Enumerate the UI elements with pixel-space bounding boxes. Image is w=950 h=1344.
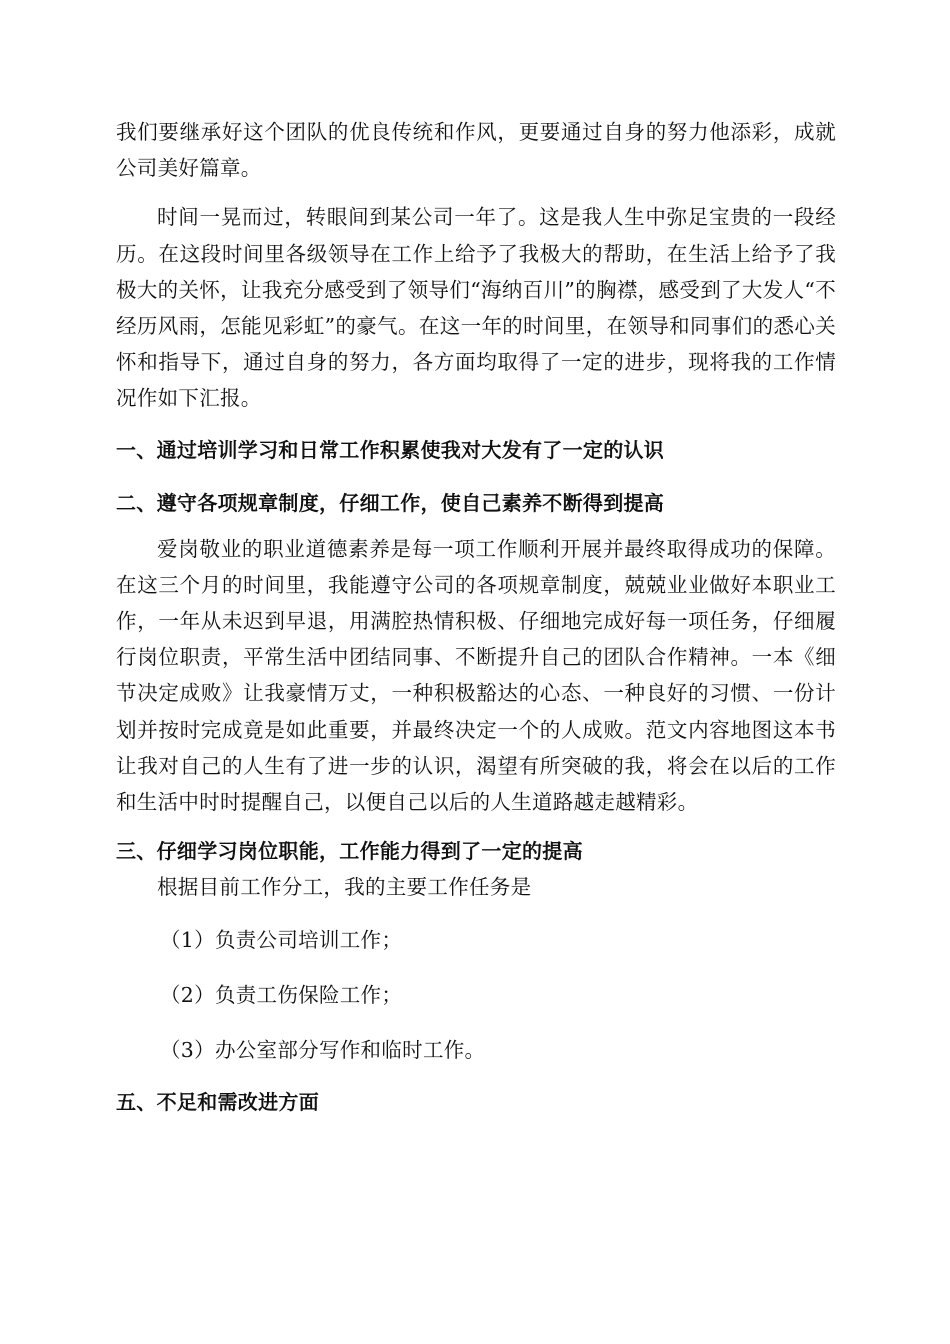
- paragraph-intro: 时间一晃而过，转眼间到某公司一年了。这是我人生中弥足宝贵的一段经历。在这段时间里各级领导在工作上给予了我极大的帮助，在生活上给予了我极大的关怀，让我充分感受到了领导们“海纳百川”的胸襟，感受到了大发人“不经历风雨，怎能见彩虹”的豪气。在这一年的时间里，在领导和同事们的悉心关怀和指导下，通过自身的努力，各方面均取得了一定的进步，现将我的工作情况作如下汇报。: [116, 205, 836, 411]
- section-heading-5: 五、不足和需改进方面: [116, 1090, 319, 1115]
- section-heading-3: 三、仔细学习岗位职能，工作能力得到了一定的提高: [116, 839, 583, 864]
- task-item-2: （2）负责工伤保险工作；: [160, 983, 403, 1008]
- document-body: [116, 114, 836, 1120]
- paragraph-continuation: 我们要继承好这个团队的优良传统和作风，更要通过自身的努力他添彩，成就公司美好篇章。: [116, 120, 836, 181]
- section-heading-2: 二、遵守各项规章制度，仔细工作，使自己素养不断得到提高: [116, 490, 665, 515]
- paragraph-tasks-intro: 根据目前工作分工，我的主要工作任务是: [157, 875, 532, 900]
- task-item-1: （1）负责公司培训工作；: [160, 928, 403, 953]
- paragraph-work-ethic: 爱岗敬业的职业道德素养是每一项工作顺利开展并最终取得成功的保障。在这三个月的时间里，我能遵守公司的各项规章制度，兢兢业业做好本职业工作，一年从未迟到早退，用满腔热情积极、仔细地完成好每一项任务，仔细履行岗位职责，平常生活中团结同事、不断提升自己的团队合作精神。一本《细节决定成败》让我豪情万丈，一种积极豁达的心态、一种良好的习惯、一份计划并按时完成竟是如此重要，并最终决定一个的人成败。范文内容地图这本书让我对自己的人生有了进一步的认识，渴望有所突破的我，将会在以后的工作和生活中时时提醒自己，以便自己以后的人生道路越走越精彩。: [116, 536, 836, 815]
- section-heading-1: 一、通过培训学习和日常工作积累使我对大发有了一定的认识: [116, 437, 665, 462]
- task-item-3: （3）办公室部分写作和临时工作。: [160, 1038, 486, 1063]
